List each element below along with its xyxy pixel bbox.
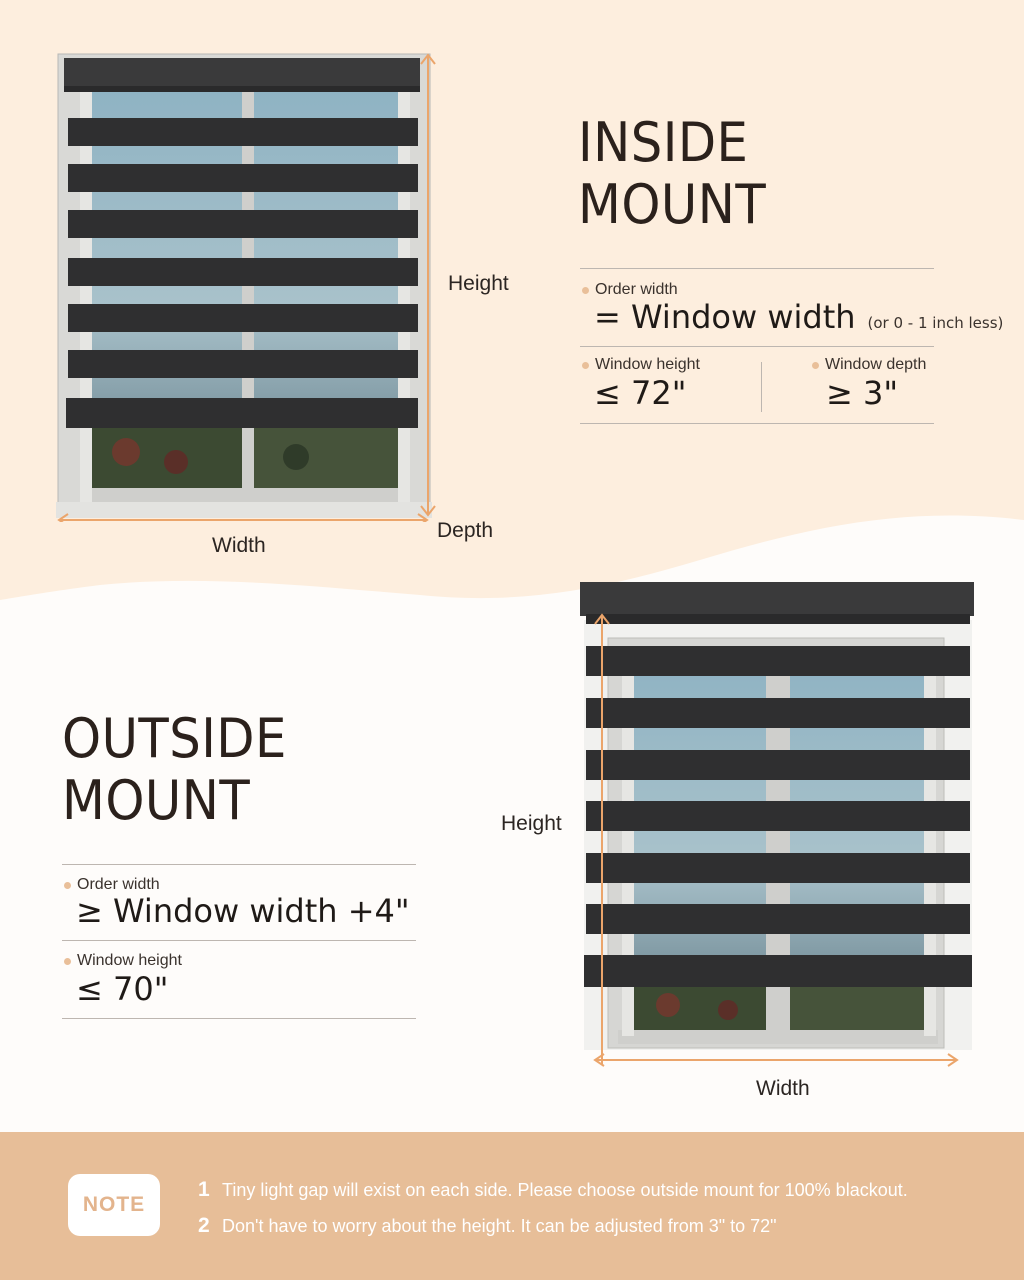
outside-width-label: Width <box>756 1077 810 1100</box>
inside-mount-window-illustration <box>56 52 442 522</box>
inside-window-depth-value: ≥ 3" <box>826 374 899 412</box>
outside-mount-title-line1: OUTSIDE <box>62 707 287 770</box>
bullet-dot <box>64 882 71 889</box>
outside-window-height-label: Window height <box>64 952 182 970</box>
inside-vertical-divider <box>761 362 762 412</box>
outside-rule-1 <box>62 864 416 865</box>
outside-rule-3 <box>62 1018 416 1019</box>
note-item-1 <box>198 1178 908 1202</box>
outside-order-width-label: Order width <box>64 876 160 894</box>
inside-order-width-label: Order width <box>582 281 678 299</box>
bullet-dot <box>582 362 589 369</box>
inside-window-depth-label: Window depth <box>812 356 926 374</box>
outside-order-width-value: ≥ Window width +4" <box>76 892 410 930</box>
outside-height-label: Height <box>501 812 562 835</box>
inside-order-width-value: = Window width (or 0 - 1 inch less) <box>594 298 1004 336</box>
inside-width-label: Width <box>212 534 266 557</box>
note-item-text: Don't have to worry about the height. It can be adjusted from 3" to 72" <box>222 1216 777 1236</box>
bullet-dot <box>582 287 589 294</box>
outside-rule-2 <box>62 940 416 941</box>
note-bar <box>0 1132 1024 1280</box>
note-item-2 <box>198 1214 777 1238</box>
bullet-dot <box>64 958 71 965</box>
inside-mount-title-line1: INSIDE <box>578 111 749 174</box>
outside-window-height-value: ≤ 70" <box>76 970 169 1008</box>
inside-rule-2 <box>580 346 934 347</box>
note-item-text: Tiny light gap will exist on each side. Please choose outside mount for 100% blackout. <box>222 1180 908 1200</box>
outside-mount-window-illustration <box>578 580 978 1070</box>
inside-order-width-note: (or 0 - 1 inch less) <box>867 314 1004 332</box>
outside-mount-title-line2: MOUNT <box>62 769 251 832</box>
inside-window-height-label: Window height <box>582 356 700 374</box>
inside-window-height-value: ≤ 72" <box>594 374 687 412</box>
inside-depth-label: Depth <box>437 519 494 542</box>
inside-rule-1 <box>580 268 934 269</box>
inside-mount-title-line2: MOUNT <box>578 173 767 236</box>
note-item-number: 2 <box>198 1214 210 1237</box>
inside-rule-3 <box>580 423 934 424</box>
bullet-dot <box>812 362 819 369</box>
note-badge: NOTE <box>68 1174 160 1236</box>
note-item-number: 1 <box>198 1178 210 1201</box>
inside-height-label: Height <box>448 272 509 295</box>
